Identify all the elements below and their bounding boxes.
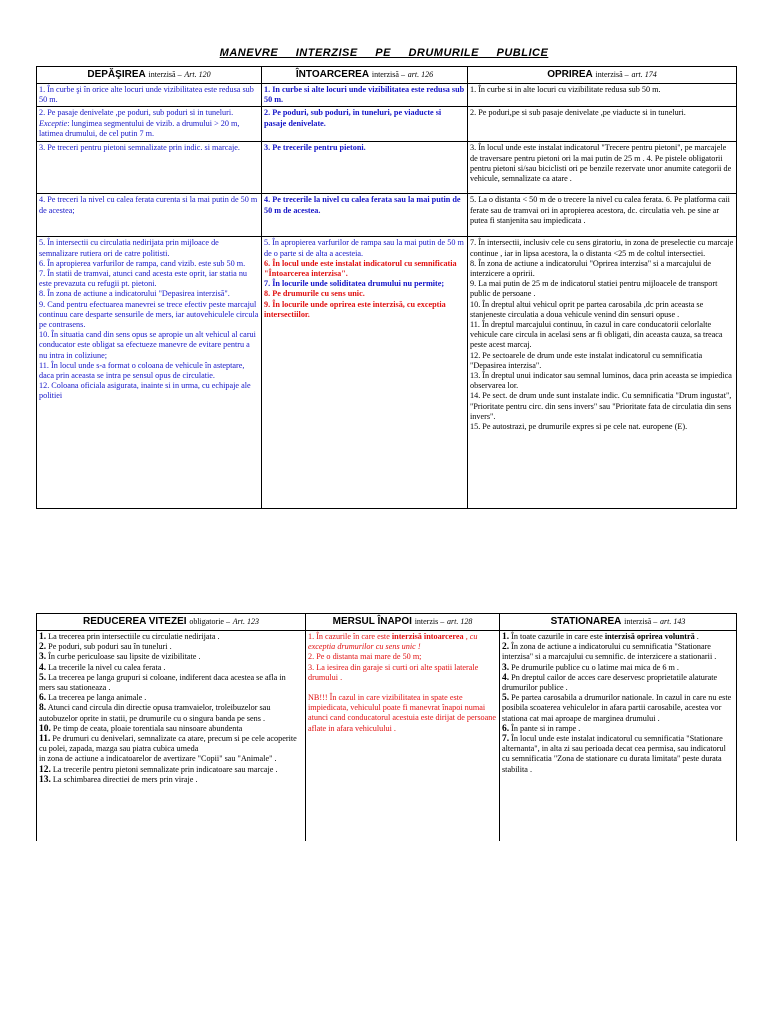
cell-depasire-5 — [37, 237, 262, 509]
header-reducerea-vitezei: REDUCEREA VITEZEI obligatorie – Art. 123 — [37, 614, 306, 631]
list-item: 2. În zona de actiune a indicatorului cu semnificatia "Stationare interzisa" si a marcajului cu semnific. de interzicere a stationarii . — [502, 642, 717, 662]
list-item: 3. La iesirea din garaje si curti ori alte spatii laterale drumului . — [308, 662, 479, 682]
list-item: 4. La trecerile la nivel cu calea ferata . — [39, 662, 166, 673]
list-item: 11. În locul unde s-a format o coloana de vehicule în asteptare, daca prin aceasta se intra pe sensul opus de circulatie. — [39, 360, 245, 381]
page-title: MANEVRE INTERZISE PE DRUMURILE PUBLICE — [219, 47, 549, 59]
cell-depasire-3: 3. Pe treceri pentru pietoni semnalizate prin indic. si marcaje. — [37, 142, 262, 194]
header-mersul-inapoi: MERSUL ÎNAPOI interzis – art. 128 — [306, 614, 500, 631]
list-item: 10. În dreptul altui vehicul oprit pe partea carosabila ,dc prin aceasta se stanjeneste circulatia a doua vehicule venind din sensuri opuse . — [470, 299, 704, 319]
cell-oprire-4: 5. La o distanta < 50 m de o trecere la nivel cu calea ferata. 6. Pe platforma caii ferate sau de tramvai ori in apropierea acestora, dc. circulatia veh. pe sine ar putea fi stanjenita sau impiedicata . — [468, 194, 737, 237]
top-table — [36, 66, 737, 509]
list-item: 10. Pe timp de ceata, ploaie torentiala sau ninsoare abundenta — [39, 723, 243, 734]
list-item: 1. În cazurile în care este interzisă întoarcerea , cu exceptia drumurilor cu sens unic ! — [308, 632, 478, 652]
cell-mersul-inapoi — [306, 631, 500, 841]
list-item: 5. În intersectii cu circulatia nedirijata prin mijloace de semnalizare rutiera ori de catre politisti. — [39, 238, 219, 258]
list-item: 3. În curbe periculoase sau lipsite de vizibilitate . — [39, 652, 201, 663]
list-item: 11. Pe drumuri cu denivelari, semnalizate ca atare, precum si pe cele acoperite cu polei, zapada, mazga sau piatra cubica umeda — [39, 734, 297, 754]
header-intoarcerea: ÎNTOARCEREA interzisă – art. 126 — [262, 67, 468, 84]
cell-intoarcere-4: 4. Pe trecerile la nivel cu calea ferata sau la mai putin de 50 m de acestea. — [262, 194, 468, 237]
list-item: 15. Pe autostrazi, pe drumurile expres si pe cele nat. europene (E). — [470, 422, 688, 432]
list-item: 10. În situatia cand din sens opus se apropie un alt vehicul al carui conducator este obligat sa efectueze manevre de evitare pentru a nu intra in coliziune; — [39, 330, 256, 360]
list-item: 13. În dreptul unui indicator sau semnal luminos, daca prin aceasta se impiedica observarea lor. — [470, 371, 732, 391]
cell-depasire-4: 4. Pe treceri la nivel cu calea ferata curenta si la mai putin de 50 m de acestea; — [37, 194, 262, 237]
list-item: 14. Pe sect. de drum unde sunt instalate indic. Cu semnificatia "Drum ingustat", "Prioritate pentru circ. din sens invers" sau "Prioritate fata de circulatia din sens invers". — [470, 391, 732, 421]
list-item: 6. În pante si in rampe . — [502, 723, 581, 734]
cell-intoarcere-3: 3. Pe trecerile pentru pietoni. — [262, 142, 468, 194]
cell-oprire-3: 3. În locul unde este instalat indicatorul "Trecere pentru pietoni", pe marcajele de traversare pentru pietoni ori la mai putin de 25 m . 4. Pe pistele obligatorii pentru pietoni si/sau biciclisti ori pe benzile rezervate unor anumite categorii de vehicule, semnalizate ca atare . — [468, 142, 737, 194]
header-stationarea: STATIONAREA interzisă – art. 143 — [500, 614, 737, 631]
header-depasirea: DEPĂŞIREA interzisă – Art. 120 — [37, 67, 262, 84]
list-item: 9. La mai putin de 25 m de indicatorul statiei pentru mijloacele de transport public de persoane . — [470, 279, 718, 299]
list-item: 7. În locul unde este instalat indicatorul cu semnificatia "Stationare alternanta", in alta zi sau perioada decat cea permisa, sau indicatorul cu semnificatia "Zona de stationare cu durata limitata" peste durata stabilita . — [502, 734, 726, 774]
list-item: 5. La trecerea pe langa grupuri si coloane, indiferent daca acestea se afla in mers sau stationeaza . — [39, 672, 286, 693]
list-item: 1. În toate cazurile in care este interzisă oprirea voluntră . — [502, 632, 699, 642]
list-item: 1. La trecerea prin intersectiile cu circulatie nedirijata . — [39, 632, 220, 642]
cell-intoarcere-2: 2. Pe poduri, sub poduri, in tuneluri, pe viaducte si pasaje denivelate. — [262, 107, 468, 142]
nb-note: NB!!! În cazul in care vizibilitatea in spate este impiedicata, vehiculul poate fi manevrat înapoi numai atunci cand conducatorul acestuia este dirijat de persoane aflate in afara vehiculului . — [308, 693, 497, 733]
cell-reducere-viteza — [37, 631, 306, 841]
cell-oprire-2: 2. Pe poduri,pe si sub pasaje denivelate ,pe viaducte si in tuneluri. — [468, 107, 737, 142]
list-item: 5. Pe partea carosabila a drumurilor nationale. In cazul in care nu este posibila scoaterea vehiculelor in afara partii carosabile, acestea vor stationa cat mai aproape de marginea drumului . — [502, 693, 732, 723]
list-item: 4. Pn dreptul cailor de acces care deservesc proprietatile alaturate drumurilor publice . — [502, 672, 718, 693]
cell-depasire-2: 2. Pe pasaje denivelate ,pe poduri, sub poduri si in tuneluri. Exceptie: lungimea segmentului de vizib. a drumului > 20 m, latimea drumului, de cel putin 7 m. — [37, 107, 262, 142]
bottom-table — [36, 613, 737, 841]
list-item: 12. Coloana oficiala asigurata, inainte si in urma, cu echipaje ale politiei — [39, 381, 251, 401]
list-item: 2. Pe o distanta mai mare de 50 m; — [308, 652, 422, 662]
list-item: 12. Pe sectoarele de drum unde este instalat indicatorul cu semnificatia "Depasirea interzisa". — [470, 350, 703, 370]
cell-oprire-5 — [468, 237, 737, 509]
list-item: 9. Cand pentru efectuarea manevrei se trece efectiv peste marcajul continuu care desparte sensurile de mers, iar autovehiculele circula pe contrasens. — [39, 299, 259, 330]
list-item: 6. În apropierea varfurilor de rampa, cand vizib. este sub 50 m. — [39, 258, 246, 268]
cell-stationarea — [500, 631, 737, 841]
list-item: 6. La trecerea pe langa animale . — [39, 693, 147, 704]
list-item: in zona de actiune a indicatoarelor de avertizare "Copii" sau "Animale" . — [39, 754, 277, 764]
list-item: 2. Pe poduri, sub poduri sau în tuneluri . — [39, 642, 172, 653]
cell-intoarcere-5 — [262, 237, 468, 509]
list-item: 7. În intersectii, inclusiv cele cu sens giratoriu, in zona de preselectie cu marcaje continue , iar in lipsa acestora, la o distanta <25 m de coltul intersectiei. — [470, 238, 734, 258]
cell-intoarcere-1: 1. In curbe si alte locuri unde vizibilitatea este redusa sub 50 m. — [262, 84, 468, 107]
cell-depasire-1: 1. În curbe şi în orice alte locuri unde vizibilitatea este redusa sub 50 m. — [37, 84, 262, 107]
cell-oprire-1: 1. În curbe si in alte locuri cu vizibilitate redusa sub 50 m. — [468, 84, 737, 107]
list-item: 8. În zona de actiune a indicatorului "Depasirea interzisă". — [39, 289, 230, 299]
list-item: 5. În apropierea varfurilor de rampa sau la mai putin de 50 m de o parte si de alta a acesteia. — [264, 238, 464, 258]
list-item: 7. În locurile unde soliditatea drumului nu permite; — [264, 279, 445, 289]
list-item: 13. La schimbarea directiei de mers prin viraje . — [39, 774, 198, 785]
list-item: 7. În statii de tramvai, atunci cand acesta este oprit, iar statia nu este prevazuta cu refugii pt. pietoni. — [39, 269, 248, 289]
list-item: 3. Pe drumurile publice cu o latime mai mica de 6 m . — [502, 662, 679, 673]
list-item: 12. La trecerile pentru pietoni semnalizate prin indicatoare sau marcaje . — [39, 764, 278, 775]
list-item: 8. În zona de actiune a indicatorului "Oprirea interzisa" si a marcajului de interzicere a opririi. — [470, 258, 712, 279]
list-item: 8. Atunci cand circula din directie opusa tramvaielor, troleibuzelor sau autobuzelor oprite in statii, pe drumurile cu o singura banda pe sens . — [39, 703, 271, 723]
list-item: 11. În dreptul marcajului continuu, în cazul in care conducatorii celorlalte vehicule care circula in acelasi sens ar fi obligati, din aceasta cauza, sa treaca peste acest marcaj. — [470, 320, 723, 350]
list-item: 8. Pe drumurile cu sens unic. — [264, 289, 365, 299]
list-item: 6. În locul unde este instalat indicatorul cu semnificatia "Întoarcerea interzisa". — [264, 258, 457, 279]
list-item: 9. În locurile unde oprirea este interzisă, cu exceptia intersectiilor. — [264, 299, 446, 319]
header-oprirea: OPRIREA interzisă – art. 174 — [468, 67, 737, 84]
